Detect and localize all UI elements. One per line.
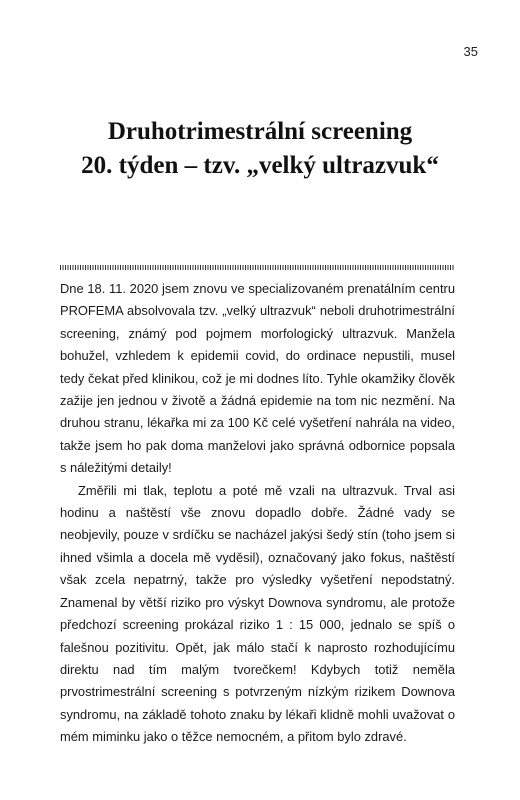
page-number: 35 [463, 44, 478, 59]
body-text [60, 278, 455, 749]
paragraph-1: Dne 18. 11. 2020 jsem znovu ve specializovaném prenatálním centru PROFEMA absolvovala tzv. „velký ultrazvuk“ neboli druhotrimestrální screening, známý pod pojmem morfologický ultrazvuk. Manžela bohužel, vzhledem k epidemii covid, do ordinace nepustili, musel tedy čekat před klinikou, což je mi dodnes líto. Tyhle okamžiky člověk zažije jen jednou v životě a žádná epidemie na tom nic nezmění. Na druhou stranu, lékařka mi za 100 Kč celé vyšetření nahrála na video, takže jsem ho pak doma manželovi jako správná odbornice popsala s náležitými detaily! [60, 281, 455, 476]
decorative-divider [60, 265, 455, 270]
paragraph-2: Změřili mi tlak, teplotu a poté mě vzali na ultrazvuk. Trval asi hodinu a naštěstí vše znovu dopadlo dobře. Žádné vady se neobjevily, pouze v srdíčku se nacházel jakýsi šedý stín (toho jsem si ihned všimla a docela mě vyděsil), označovaný jako fokus, naštěstí však zcela nepatrný, takže pro výsledky vyšetření nepodstatný. Znamenal by větší riziko pro výskyt Downova syndromu, ale protože předchozí screening prokázal riziko 1 : 15 000, jednalo se spíš o falešnou pozitivitu. Opět, jak málo stačí k naprosto rozhodujícímu direktu nad tím malým tvorečkem! Kdybych totiž neměla prvostrimestrální screening s potvrzeným nízkým rizikem Downova syndromu, na základě tohoto znaku by lékaři klidně mohli uvažovat o mém miminku jako o těžce nemocném, a přitom bylo zdravé. [60, 482, 455, 745]
chapter-title-line-2: 20. týden – tzv. „velký ultrazvuk“ [81, 152, 439, 179]
chapter-title [40, 115, 480, 183]
chapter-title-line-1: Druhotrimestrální screening [107, 118, 413, 145]
